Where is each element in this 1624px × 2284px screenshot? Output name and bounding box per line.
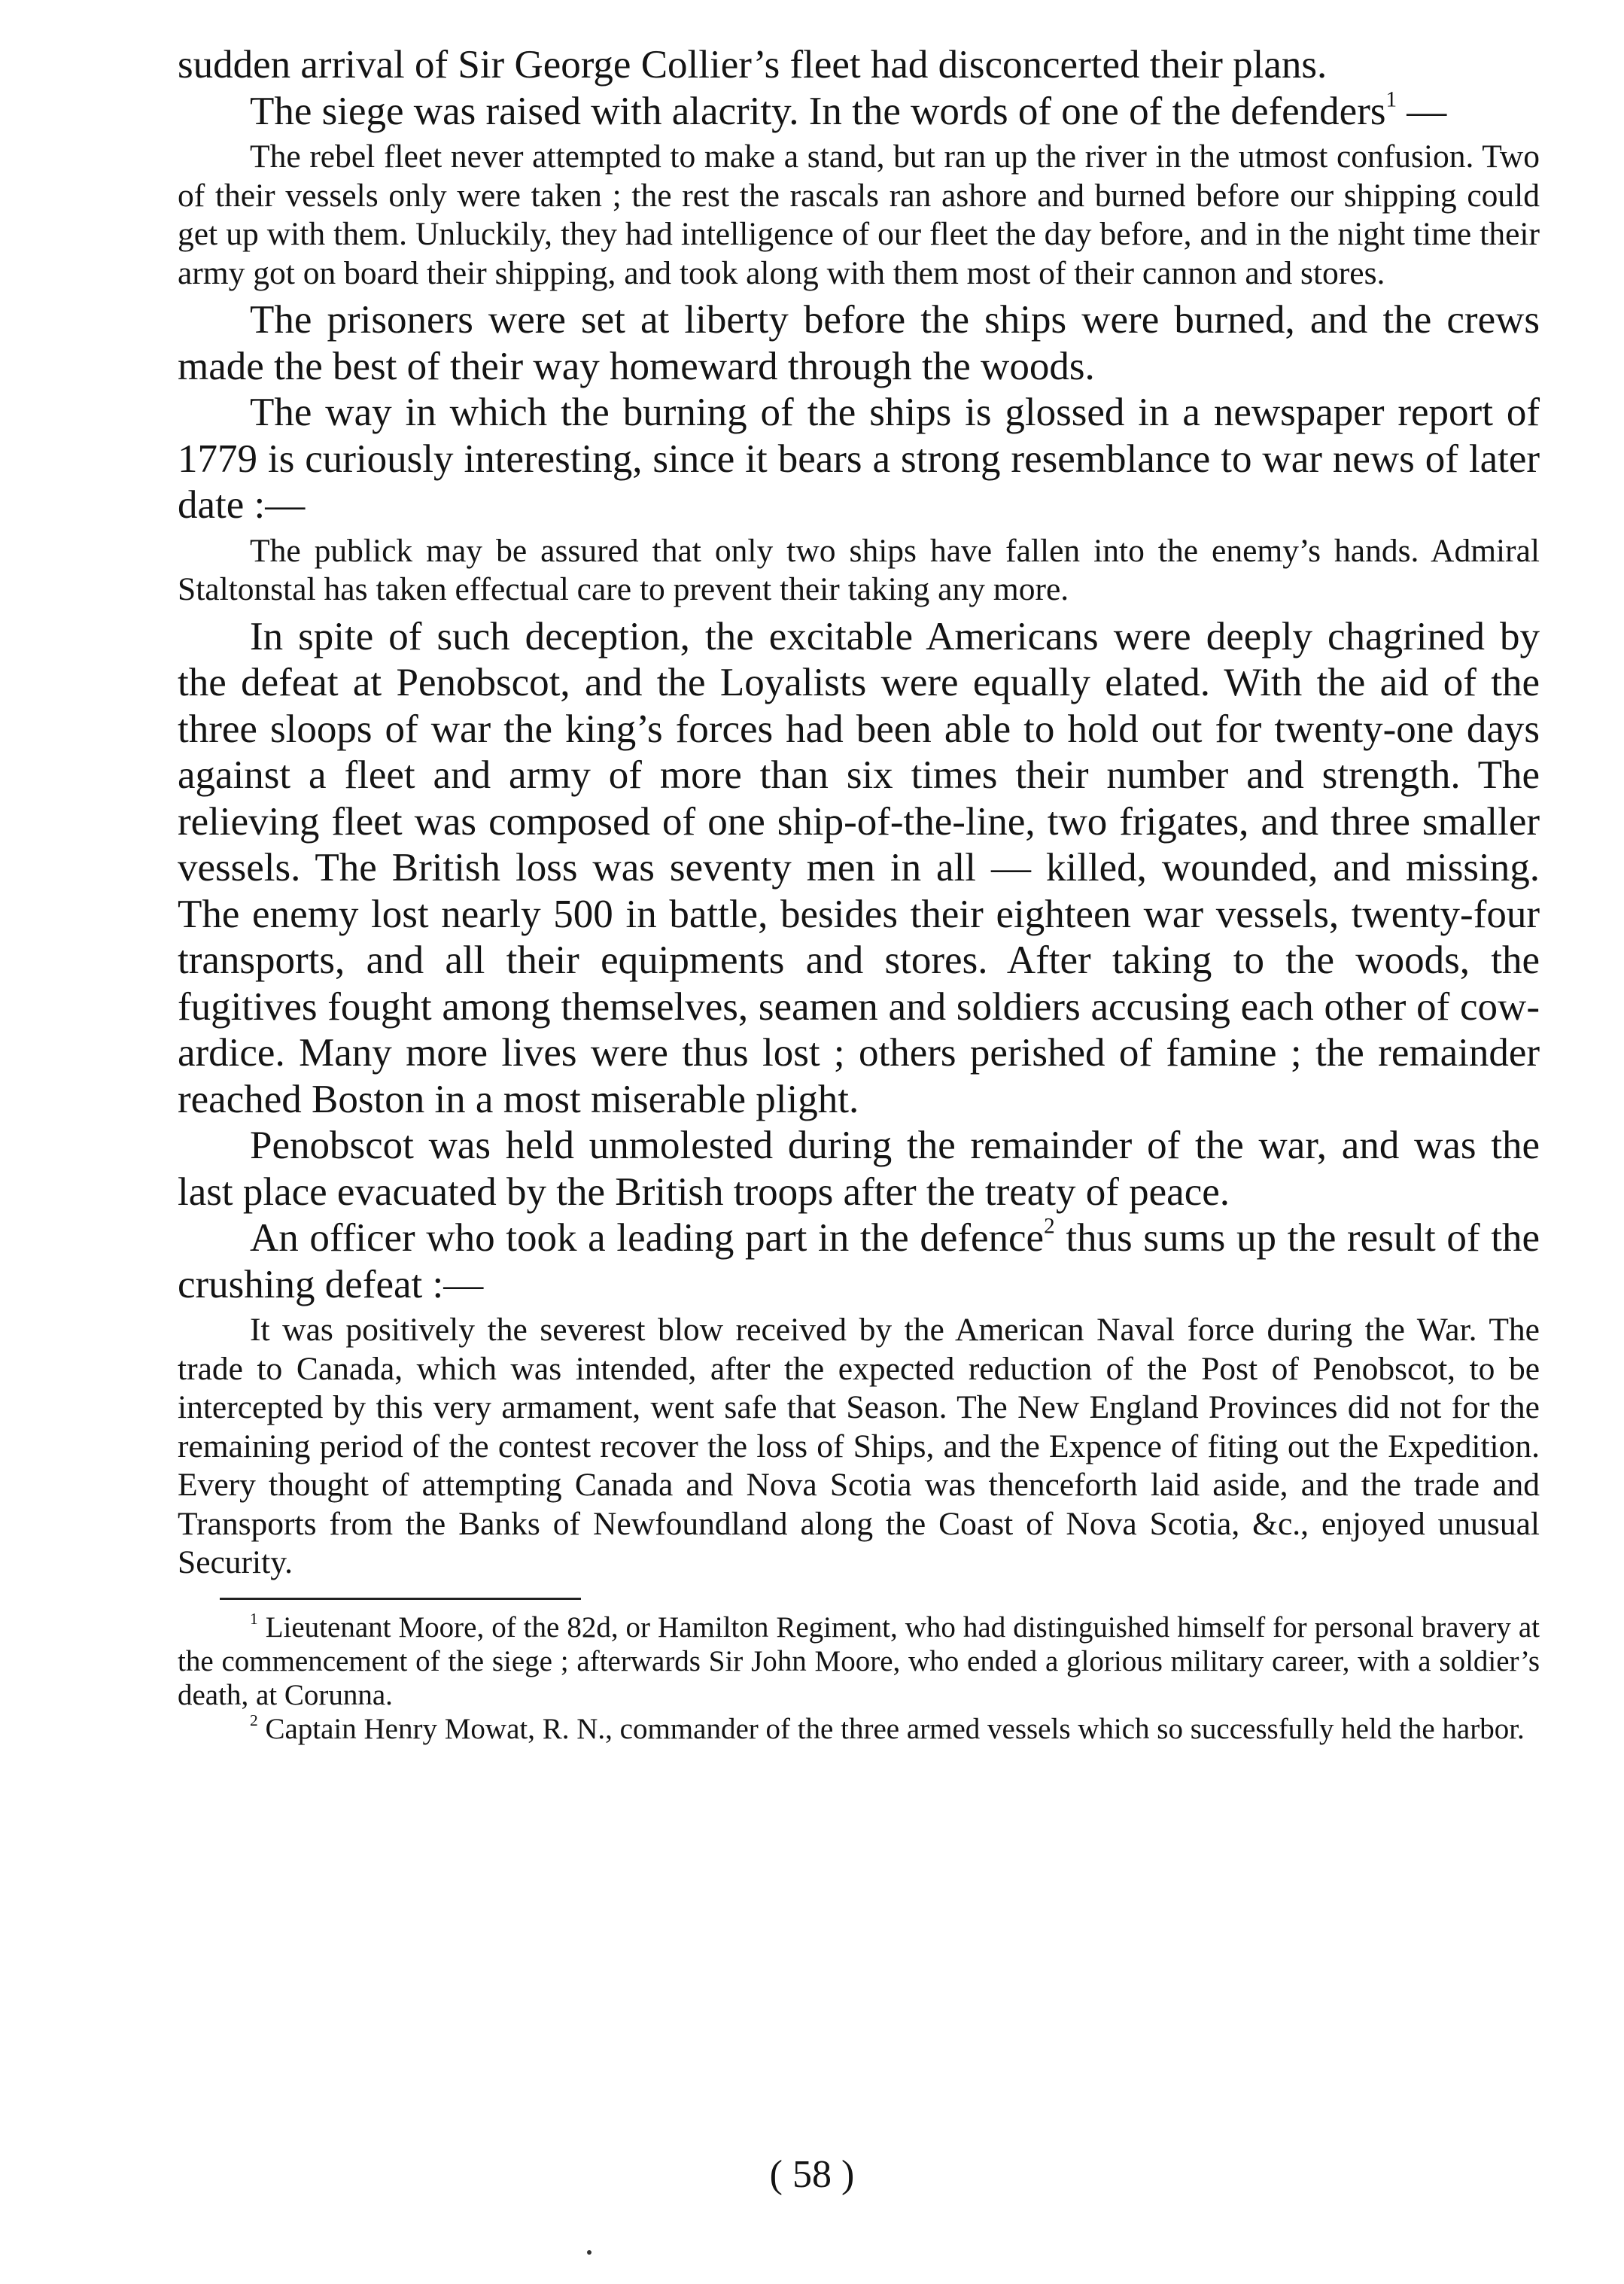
block-quote-newspaper: The publick may be assured that only two ships have fallen into the enemy’s hands. Admiral Staltonstal has taken effectual care to prevent their taking any more. — [178, 532, 1540, 607]
footnote-ref-1: 1 — [1385, 87, 1397, 112]
paragraph-text-tail: — — [1397, 89, 1447, 133]
block-quote-defender: The rebel fleet never attempted to make a stand, but ran up the river in the utmost confusion. Two of their vessels only were taken ; the rest the rascals ran ashore and burned before our shipping could get up with them. Unluckily, they had intelligence of our fleet the day before, and in the night time their army got on board their shipping, and took along with them most of their cannon and stores. — [178, 138, 1540, 291]
footnote-2 — [178, 1712, 1540, 1746]
paragraph-penobscot: Penobscot was held unmolested during the remainder of the war, and was the last place evacuated by the British troops after the treaty of peace. — [178, 1124, 1540, 1214]
paragraph-text: The siege was raised with alacrity. In the words of one of the defenders — [250, 89, 1386, 133]
paragraph-siege-raised — [178, 89, 1540, 135]
paragraph-text-tail: thus sums up the result of the crushing defeat :— — [178, 1216, 1540, 1306]
footnote-ref-2: 2 — [1044, 1214, 1055, 1239]
paragraph-prisoners: The prisoners were set at liberty before the ships were burned, and the crews made the best of their way homeward through the woods. — [178, 298, 1540, 388]
footnote-mark-1: 1 — [250, 1609, 258, 1628]
paragraph-text: An officer who took a leading part in the defence — [250, 1216, 1045, 1260]
footnote-text: Lieutenant Moore, of the 82d, or Hamilton Regiment, who had distinguished himself for personal bravery at the commencement of the siege ; afterwards Sir John Moore, who ended a glorious military career, with a soldier’s death, at Corunna. — [178, 1610, 1540, 1711]
footnote-mark-2: 2 — [250, 1711, 258, 1729]
footnote-1 — [178, 1610, 1540, 1712]
paragraph-continued: sudden arrival of Sir George Collier’s fleet had disconcerted their plans. — [178, 43, 1327, 87]
paragraph-newspaper: The way in which the burning of the ships is glossed in a newspaper report of 1779 is curiously interesting, since it bears a strong resemblance to war news of later date :— — [178, 391, 1540, 527]
page-body — [178, 42, 1540, 1746]
footnote-divider — [220, 1598, 581, 1600]
block-quote-officer: It was positively the severest blow received by the American Naval force during the War. The trade to Canada, which was intended, after the expected reduction of the Post of Penobscot, to be intercepted by this very armament, went safe that Season. The New England Provinces did not for the remaining period of the contest recover the loss of Ships, and the Expence of fiting out the Expedition. Every thought of attempting Canada and Nova Scotia was thenceforth laid aside, and the trade and Transports from the Banks of Newfoundland along the Coast of Nova Scotia, &c., enjoyed unusual Security. — [178, 1312, 1540, 1580]
paragraph-deception: In spite of such deception, the excitable Americans were deeply chagrined by the defeat at Penobscot, and the Loyalists were equally elated. With the aid of the three sloops of war the king’s forces had been able to hold out for twenty-one days against a fleet and army of more than six times their number and strength. The relieving fleet was composed of one ship-of-the-line, two frigates, and three smaller vessels. The British loss was seventy men in all — killed, wounded, and missing. The enemy lost nearly 500 in battle, besides their eighteen war vessels, twenty-four transports, and all their equipments and stores. After taking to the woods, the fugitives fought among themselves, seamen and soldiers accusing each other of cowardice. Many more lives were thus lost ; others perished of famine ; the remainder reached Boston in a most miserable plight. — [178, 614, 1540, 1121]
footnote-text: Captain Henry Mowat, R. N., commander of the three armed vessels which so successfully held the harbor. — [265, 1712, 1525, 1745]
print-speck — [587, 2250, 592, 2255]
page-number: ( 58 ) — [769, 2153, 855, 2196]
paragraph-officer — [178, 1215, 1540, 1308]
